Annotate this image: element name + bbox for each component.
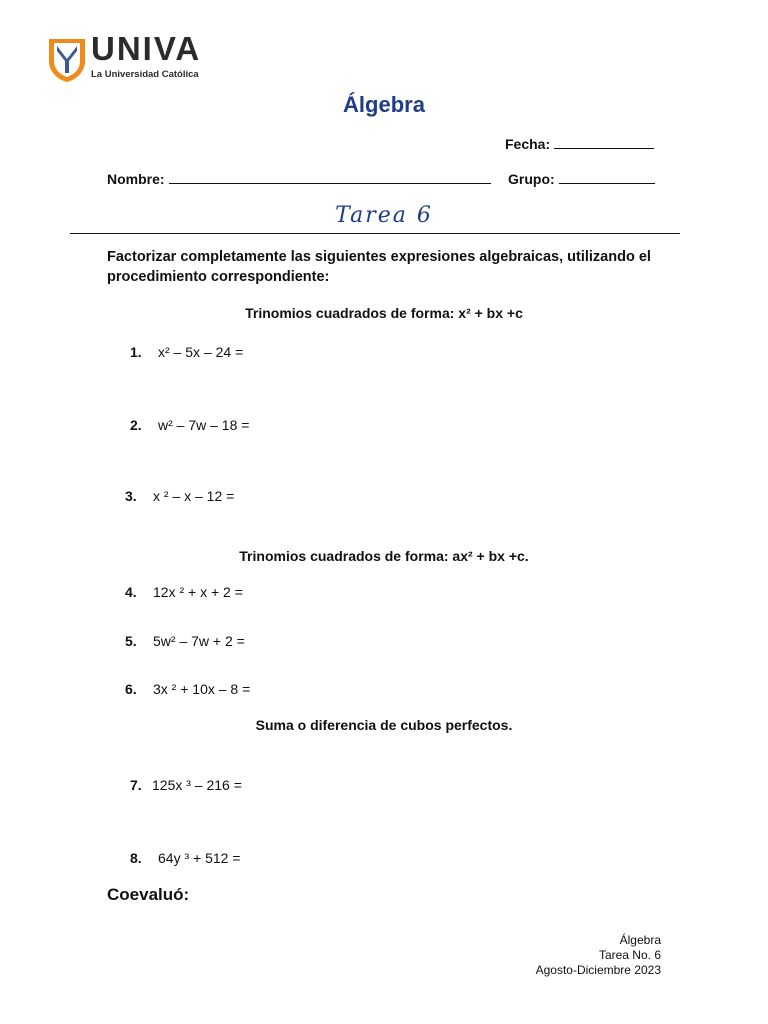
nombre-row: [107, 171, 491, 187]
problem-number: 1.: [130, 344, 142, 360]
problem-expression: 3x ² + 10x – 8 =: [153, 681, 251, 697]
divider: [70, 233, 680, 234]
nombre-label: Nombre:: [107, 171, 165, 187]
problem-expression: 5w² – 7w + 2 =: [153, 633, 245, 649]
footer-term: Agosto-Diciembre 2023: [535, 963, 661, 977]
tarea-heading: Tarea 6: [335, 203, 433, 228]
footer-course: Álgebra: [619, 933, 661, 947]
instructions: Factorizar completamente las siguientes expresiones algebraicas, utilizando el procedimiento correspondiente:: [107, 249, 651, 285]
section-heading-2: Trinomios cuadrados de forma: ax² + bx +c.: [239, 548, 529, 564]
problem-number: 8.: [130, 850, 142, 866]
brand-tagline: La Universidad Católica: [91, 69, 199, 80]
problem-6: [125, 681, 250, 697]
grupo-row: [508, 171, 655, 187]
problem-4: [125, 584, 243, 600]
problem-5: [125, 633, 245, 649]
problem-3: [125, 488, 234, 504]
coevaluo-label: Coevaluó:: [107, 885, 190, 904]
footer-assignment: Tarea No. 6: [598, 948, 661, 962]
fecha-row: [505, 136, 654, 152]
section-heading-1: Trinomios cuadrados de forma: x² + bx +c: [245, 305, 523, 321]
problem-2: [130, 417, 249, 433]
brand-name: UNIVA: [91, 30, 202, 67]
problem-number: 2.: [130, 417, 142, 433]
problem-number: 6.: [125, 681, 137, 697]
problem-expression: w² – 7w – 18 =: [158, 417, 250, 433]
page-title: Álgebra: [343, 92, 425, 117]
problem-expression: 125x ³ – 216 =: [152, 777, 242, 793]
grupo-label: Grupo:: [508, 171, 555, 187]
problem-expression: x² – 5x – 24 =: [158, 344, 244, 360]
problem-8: [130, 850, 241, 866]
section-heading-3: Suma o diferencia de cubos perfectos.: [255, 717, 513, 733]
problem-number: 3.: [125, 488, 137, 504]
problem-expression: 12x ² + x + 2 =: [153, 584, 243, 600]
problem-number: 4.: [125, 584, 137, 600]
univa-logo: [47, 37, 87, 83]
footer: [536, 933, 661, 978]
nombre-blank: [169, 171, 491, 184]
fecha-label: Fecha:: [505, 136, 551, 152]
problem-7: [130, 777, 242, 793]
problem-number: 7.: [130, 777, 142, 793]
problem-expression: 64y ³ + 512 =: [158, 850, 241, 866]
grupo-blank: [559, 171, 655, 184]
problem-expression: x ² – x – 12 =: [153, 488, 235, 504]
problem-1: [130, 344, 243, 360]
problem-number: 5.: [125, 633, 137, 649]
fecha-blank: [554, 136, 654, 149]
